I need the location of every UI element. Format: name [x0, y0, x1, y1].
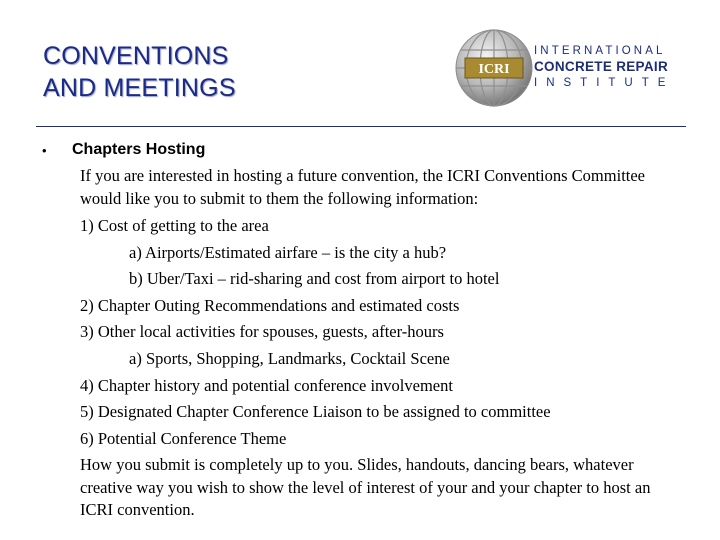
list-subitem: a) Sports, Shopping, Landmarks, Cocktail Scene: [129, 348, 450, 368]
section-heading: Chapters Hosting: [72, 141, 206, 158]
title-line-1: CONVENTIONS: [43, 42, 229, 70]
closing-paragraph: How you submit is completely up to you. Slides, handouts, dancing bears, whatever creative way you wish to show the level of interest of your and your chapter to host an ICRI convention.: [80, 455, 651, 520]
slide-title: [43, 40, 236, 104]
title-divider: [36, 126, 686, 127]
icri-wordmark: [534, 44, 674, 90]
logo-line-2: CONCRETE REPAIR: [534, 59, 669, 74]
title-line-2: AND MEETINGS: [43, 74, 236, 102]
intro-paragraph: If you are interested in hosting a future convention, the ICRI Conventions Committee would like you to submit to them the following information:: [80, 166, 646, 208]
logo-emblem-text: ICRI: [478, 62, 510, 77]
logo-line-1: INTERNATIONAL: [534, 45, 666, 57]
content-body: [80, 165, 695, 522]
list-item: 6) Potential Conference Theme: [80, 428, 287, 448]
list-subitem: b) Uber/Taxi – rid-sharing and cost from airport to hotel: [129, 269, 500, 289]
bullet-marker: •: [42, 143, 47, 158]
list-item: 4) Chapter history and potential conference involvement: [80, 375, 453, 395]
list-item: 3) Other local activities for spouses, guests, after-hours: [80, 322, 444, 342]
list-item: 1) Cost of getting to the area: [80, 216, 269, 235]
list-subitem: a) Airports/Estimated airfare – is the city a hub?: [129, 242, 447, 262]
list-item: 2) Chapter Outing Recommendations and estimated costs: [80, 295, 460, 315]
list-item: 5) Designated Chapter Conference Liaison to be assigned to committee: [80, 402, 551, 422]
logo-line-3: INSTITUTE: [534, 77, 675, 89]
